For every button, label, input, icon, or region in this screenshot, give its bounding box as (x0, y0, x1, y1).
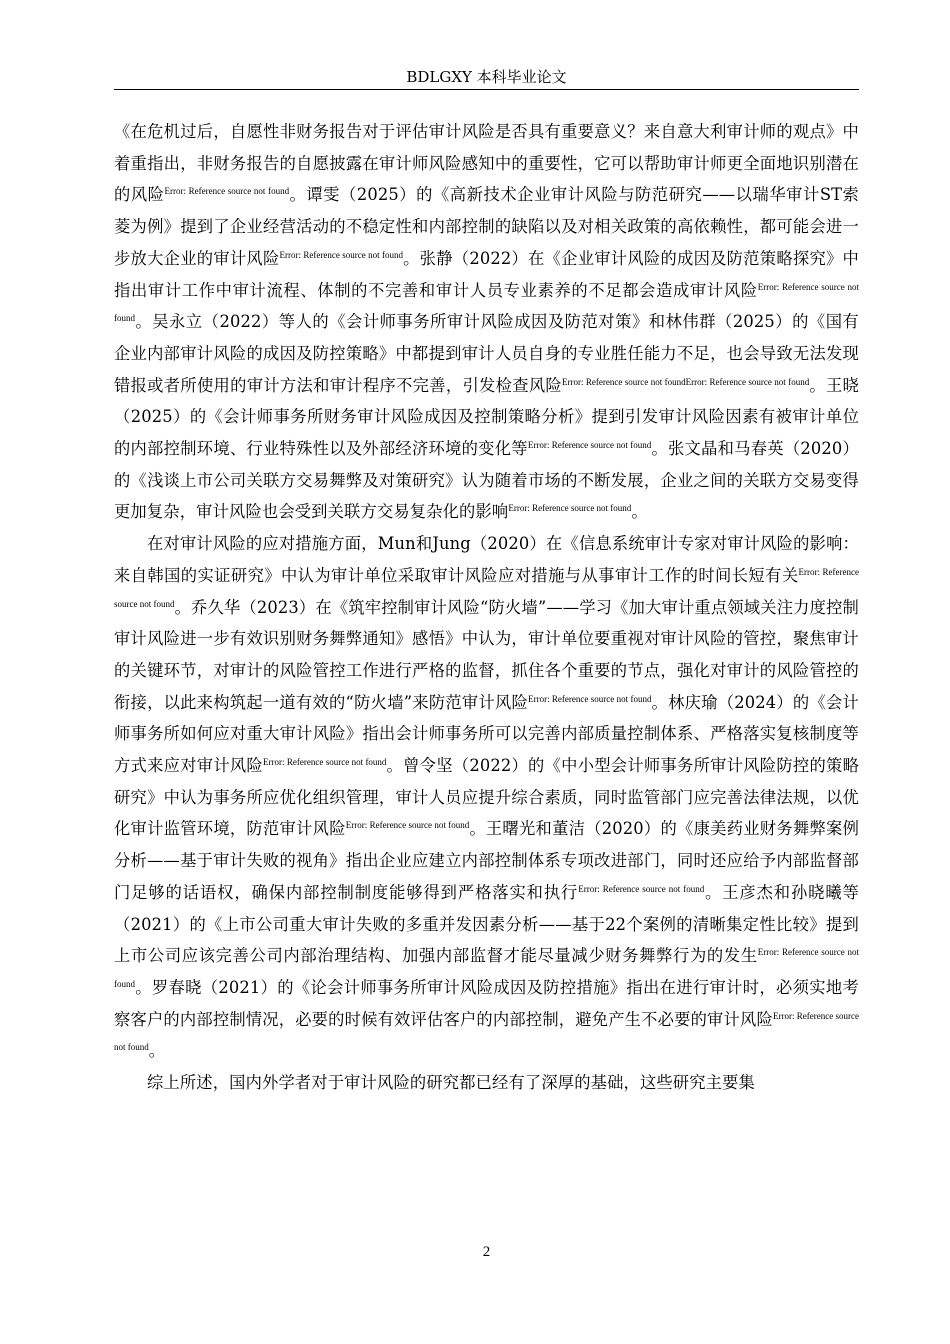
citation-error-ref: Error: Reference source not foundError: Reference source not found (562, 376, 810, 387)
citation-error-ref: Error: Reference source not found (528, 693, 652, 704)
citation-error-ref: Error: Reference source not found (114, 947, 859, 989)
paragraph-text: 《在危机过后，自愿性非财务报告对于评估审计风险是否具有重要意义？来自意大利审计师的观点》中着重指出，非财务报告的自愿披露在审计师风险感知中的重要性，它可以帮助审计师更全面地识别潜在的风险 (114, 122, 859, 205)
citation-error-ref: Error: Reference source not found (345, 820, 470, 831)
running-header: BDLGXY 本科毕业论文 (406, 68, 567, 86)
citation-error-ref: Error: Reference source not found (263, 757, 387, 768)
paragraph-text: 。王晓（2025）的《会计师事务所财务审计风险成因及控制策略分析》提到引发审计风险因素有被审计单位的内部控制环境、行业特殊性以及外部经济环境的变化等 (114, 375, 859, 459)
document-body (114, 116, 859, 1099)
citation-error-ref: Error: Reference source not found (164, 186, 290, 197)
page-number: 2 (482, 1244, 491, 1260)
citation-error-ref: Error: Reference source not found (114, 566, 859, 609)
citation-error-ref: Error: Reference source not found (527, 440, 652, 451)
paragraph-text: 。张静（2022）在《企业审计风险的成因及防范策略探究》中指出审计工作中审计流程、体制的不完善和审计人员专业素养的不足都会造成审计风险 (114, 248, 859, 300)
paragraph-text: 。吴永立（2022）等人的《会计师事务所审计风险成因及防范对策》和林伟群（2025）的《国有企业内部审计风险的成因及防控策略》中都提到审计人员自身的专业胜任能力不足，也会导致无法发现错报或者所使用的审计方法和审计程序不完善，引发检查风险 (114, 312, 859, 395)
citation-error-ref: Error: Reference source not found (114, 1010, 859, 1053)
paragraph-text: 。乔久华（2023）在《筑牢控制审计风险“防火墙”——学习《加大审计重点领域关注力度控制审计风险进一步有效识别财务舞弊通知》感悟》中认为，审计单位要重视对审计风险的管控，聚焦审计的关键环节，对审计的风险管控工作进行严格的监督，抓住各个重要的节点，强化对审计的风险管控的衔接，以此来构筑起一道有效的“防火墙”来防范审计风险 (114, 597, 859, 712)
citation-error-ref: Error: Reference source not found (279, 249, 403, 260)
paragraph-text: 。谭雯（2025）的《高新技术企业审计风险与防范研究——以瑞华审计ST索菱为例》提到了企业经营活动的不稳定性和内部控制的缺陷以及对相关政策的高依赖性，都可能会进一步放大企业的审计风险 (114, 185, 859, 268)
paragraph-text: 。王彦杰和孙晓曦等（2021）的《上市公司重大审计失败的多重并发因素分析——基于22个案例的清晰集定性比较》提到上市公司应该完善公司内部治理结构、加强内部监督才能尽量减少财务舞弊行为的发生 (114, 882, 859, 966)
paragraph-text: 综上所述，国内外学者对于审计风险的研究都已经有了深厚的基础，这些研究主要集 (147, 1073, 755, 1093)
citation-error-ref: Error: Reference source not found (578, 883, 705, 894)
paragraph-3 (114, 1067, 859, 1099)
citation-error-ref: Error: Reference source not found (114, 281, 859, 324)
header-rule (114, 89, 859, 90)
paragraph-text: 。 (631, 502, 648, 522)
paragraph-text: 。罗春晓（2021）的《论会计师事务所审计风险成因及防控措施》指出在进行审计时，必须实地考察客户的内部控制情况，必要的时候有效评估客户的内部控制，避免产生不必要的审计风险 (114, 977, 859, 1029)
paragraph-text: 。林庆瑜（2024）的《会计师事务所如何应对重大审计风险》指出会计师事务所可以完善内部质量控制体系、严格落实复核制度等方式来应对审计风险 (114, 692, 859, 776)
paragraph-text: 。张文晶和马春英（2020）的《浅谈上市公司关联方交易舞弊及对策研究》认为随着市场的不断发展，企业之间的关联方交易变得更加复杂，审计风险也会受到关联方交易复杂化的影响 (114, 439, 859, 522)
citation-error-ref: Error: Reference source not found (508, 503, 632, 514)
paragraph-text: 。曾令坚（2022）的《中小型会计师事务所审计风险防控的策略研究》中认为事务所应优化组织管理，审计人员应提升综合素质，同时监管部门应完善法律法规，以优化审计监管环境，防范审计风险 (114, 756, 859, 839)
paragraph-1 (114, 116, 859, 528)
paragraph-2 (114, 528, 859, 1067)
paragraph-text: 。王曙光和董洁（2020）的《康美药业财务舞弊案例分析——基于审计失败的视角》指出企业应建立内部控制体系专项改进部门，同时还应给予内部监督部门足够的话语权，确保内部控制制度能够得到严格落实和执行 (114, 819, 859, 902)
paragraph-text: 。 (148, 1041, 166, 1061)
paragraph-text: 在对审计风险的应对措施方面，Mun和Jung（2020）在《信息系统审计专家对审计风险的影响：来自韩国的实证研究》中认为审计单位采取审计风险应对措施与从事审计工作的时间长短有关 (114, 534, 859, 585)
